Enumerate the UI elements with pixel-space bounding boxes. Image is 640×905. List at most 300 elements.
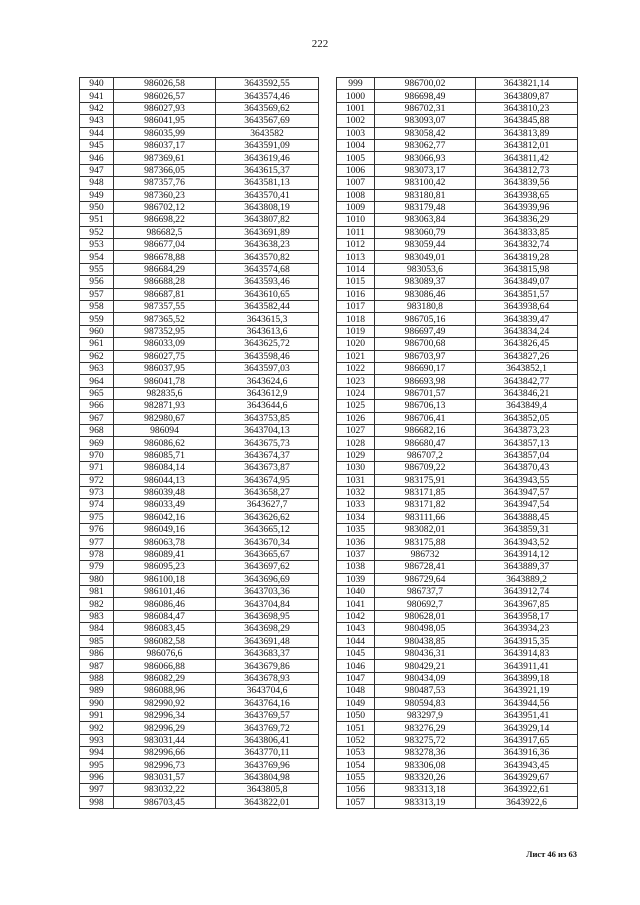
y-coordinate-cell: 3643574,68 <box>216 263 319 275</box>
table-row <box>337 78 578 90</box>
table-row <box>337 90 578 102</box>
x-coordinate-cell: 983180,8 <box>375 301 476 313</box>
table-row <box>337 784 578 796</box>
point-number-cell: 1052 <box>337 734 375 746</box>
x-coordinate-cell: 986026,58 <box>114 78 216 90</box>
y-coordinate-cell: 3643929,14 <box>476 722 578 734</box>
x-coordinate-cell: 986698,22 <box>114 214 216 226</box>
point-number-cell: 1038 <box>337 561 375 573</box>
x-coordinate-cell: 983171,82 <box>375 499 476 511</box>
x-coordinate-cell: 986701,57 <box>375 387 476 399</box>
table-row <box>337 796 578 808</box>
y-coordinate-cell: 3643839,47 <box>476 313 578 325</box>
y-coordinate-cell: 3643857,13 <box>476 437 578 449</box>
point-number-cell: 1037 <box>337 548 375 560</box>
x-coordinate-cell: 983059,44 <box>375 239 476 251</box>
y-coordinate-cell: 3643753,85 <box>216 412 319 424</box>
point-number-cell: 981 <box>80 586 114 598</box>
y-coordinate-cell: 3643665,12 <box>216 524 319 536</box>
x-coordinate-cell: 986041,95 <box>114 115 216 127</box>
y-coordinate-cell: 3643570,82 <box>216 251 319 263</box>
point-number-cell: 1035 <box>337 524 375 536</box>
table-row <box>80 610 319 622</box>
point-number-cell: 947 <box>80 164 114 176</box>
point-number-cell: 1005 <box>337 152 375 164</box>
point-number-cell: 969 <box>80 437 114 449</box>
y-coordinate-cell: 3643691,48 <box>216 635 319 647</box>
x-coordinate-cell: 986066,88 <box>114 660 216 672</box>
table-row <box>80 338 319 350</box>
x-coordinate-cell: 983049,01 <box>375 251 476 263</box>
table-row <box>337 511 578 523</box>
point-number-cell: 953 <box>80 239 114 251</box>
point-number-cell: 1026 <box>337 412 375 424</box>
x-coordinate-cell: 986684,29 <box>114 263 216 275</box>
x-coordinate-cell: 986033,49 <box>114 499 216 511</box>
y-coordinate-cell: 3643821,14 <box>476 78 578 90</box>
y-coordinate-cell: 3643938,65 <box>476 189 578 201</box>
x-coordinate-cell: 986088,96 <box>114 685 216 697</box>
point-number-cell: 968 <box>80 424 114 436</box>
x-coordinate-cell: 983073,17 <box>375 164 476 176</box>
x-coordinate-cell: 983175,88 <box>375 536 476 548</box>
y-coordinate-cell: 3643857,04 <box>476 449 578 461</box>
table-row <box>80 350 319 362</box>
table-row <box>337 362 578 374</box>
point-number-cell: 951 <box>80 214 114 226</box>
table-row <box>337 635 578 647</box>
table-row <box>337 536 578 548</box>
table-row <box>337 127 578 139</box>
y-coordinate-cell: 3643597,03 <box>216 362 319 374</box>
y-coordinate-cell: 3643704,84 <box>216 598 319 610</box>
table-row <box>80 573 319 585</box>
point-number-cell: 941 <box>80 90 114 102</box>
point-number-cell: 1012 <box>337 239 375 251</box>
y-coordinate-cell: 3643658,27 <box>216 486 319 498</box>
table-row <box>337 499 578 511</box>
point-number-cell: 996 <box>80 771 114 783</box>
y-coordinate-cell: 3643842,77 <box>476 375 578 387</box>
point-number-cell: 978 <box>80 548 114 560</box>
point-number-cell: 986 <box>80 647 114 659</box>
table-row <box>337 201 578 213</box>
table-row <box>337 152 578 164</box>
x-coordinate-cell: 986026,57 <box>114 90 216 102</box>
point-number-cell: 995 <box>80 759 114 771</box>
point-number-cell: 985 <box>80 635 114 647</box>
point-number-cell: 1011 <box>337 226 375 238</box>
table-row <box>80 747 319 759</box>
point-number-cell: 958 <box>80 301 114 313</box>
x-coordinate-cell: 986677,04 <box>114 239 216 251</box>
y-coordinate-cell: 3643769,72 <box>216 722 319 734</box>
y-coordinate-cell: 3643958,17 <box>476 610 578 622</box>
point-number-cell: 949 <box>80 189 114 201</box>
point-number-cell: 1048 <box>337 685 375 697</box>
table-row <box>80 586 319 598</box>
point-number-cell: 955 <box>80 263 114 275</box>
point-number-cell: 960 <box>80 325 114 337</box>
x-coordinate-cell: 982996,34 <box>114 709 216 721</box>
table-row <box>80 177 319 189</box>
x-coordinate-cell: 983063,84 <box>375 214 476 226</box>
y-coordinate-cell: 3643615,3 <box>216 313 319 325</box>
table-row <box>80 424 319 436</box>
point-number-cell: 999 <box>337 78 375 90</box>
point-number-cell: 954 <box>80 251 114 263</box>
point-number-cell: 1032 <box>337 486 375 498</box>
point-number-cell: 1027 <box>337 424 375 436</box>
y-coordinate-cell: 3643832,74 <box>476 239 578 251</box>
table-row <box>337 561 578 573</box>
point-number-cell: 946 <box>80 152 114 164</box>
x-coordinate-cell: 986687,81 <box>114 288 216 300</box>
x-coordinate-cell: 986035,99 <box>114 127 216 139</box>
sheet-label: Лист 46 из 63 <box>526 849 577 859</box>
y-coordinate-cell: 3643569,62 <box>216 102 319 114</box>
x-coordinate-cell: 983089,37 <box>375 276 476 288</box>
table-row <box>80 784 319 796</box>
y-coordinate-cell: 3643644,6 <box>216 400 319 412</box>
table-row <box>337 251 578 263</box>
y-coordinate-cell: 3643691,89 <box>216 226 319 238</box>
x-coordinate-cell: 980692,7 <box>375 598 476 610</box>
y-coordinate-cell: 3643770,11 <box>216 747 319 759</box>
point-number-cell: 1008 <box>337 189 375 201</box>
y-coordinate-cell: 3643619,46 <box>216 152 319 164</box>
y-coordinate-cell: 3643914,83 <box>476 647 578 659</box>
x-coordinate-cell: 986682,5 <box>114 226 216 238</box>
x-coordinate-cell: 980436,31 <box>375 647 476 659</box>
table-row <box>80 201 319 213</box>
y-coordinate-cell: 3643675,73 <box>216 437 319 449</box>
point-number-cell: 1030 <box>337 462 375 474</box>
x-coordinate-cell: 987357,76 <box>114 177 216 189</box>
y-coordinate-cell: 3643914,12 <box>476 548 578 560</box>
point-number-cell: 998 <box>80 796 114 808</box>
x-coordinate-cell: 983086,46 <box>375 288 476 300</box>
table-row <box>337 573 578 585</box>
point-number-cell: 994 <box>80 747 114 759</box>
point-number-cell: 1043 <box>337 623 375 635</box>
x-coordinate-cell: 983180,81 <box>375 189 476 201</box>
x-coordinate-cell: 983031,44 <box>114 734 216 746</box>
y-coordinate-cell: 3643899,18 <box>476 672 578 684</box>
x-coordinate-cell: 986084,14 <box>114 462 216 474</box>
y-coordinate-cell: 3643888,45 <box>476 511 578 523</box>
point-number-cell: 1049 <box>337 697 375 709</box>
y-coordinate-cell: 3643812,73 <box>476 164 578 176</box>
point-number-cell: 1044 <box>337 635 375 647</box>
point-number-cell: 980 <box>80 573 114 585</box>
table-row <box>337 610 578 622</box>
x-coordinate-cell: 982835,6 <box>114 387 216 399</box>
point-number-cell: 948 <box>80 177 114 189</box>
x-coordinate-cell: 986094 <box>114 424 216 436</box>
point-number-cell: 967 <box>80 412 114 424</box>
table-row <box>80 449 319 461</box>
x-coordinate-cell: 986041,78 <box>114 375 216 387</box>
table-row <box>337 375 578 387</box>
table-row <box>337 486 578 498</box>
point-number-cell: 962 <box>80 350 114 362</box>
y-coordinate-cell: 3643827,26 <box>476 350 578 362</box>
x-coordinate-cell: 986705,16 <box>375 313 476 325</box>
x-coordinate-cell: 987352,95 <box>114 325 216 337</box>
y-coordinate-cell: 3643813,89 <box>476 127 578 139</box>
table-row <box>80 796 319 808</box>
y-coordinate-cell: 3643567,69 <box>216 115 319 127</box>
x-coordinate-cell: 986700,68 <box>375 338 476 350</box>
x-coordinate-cell: 983100,42 <box>375 177 476 189</box>
y-coordinate-cell: 3643851,57 <box>476 288 578 300</box>
x-coordinate-cell: 986728,41 <box>375 561 476 573</box>
y-coordinate-cell: 3643582 <box>216 127 319 139</box>
x-coordinate-cell: 983175,91 <box>375 474 476 486</box>
y-coordinate-cell: 3643939,96 <box>476 201 578 213</box>
point-number-cell: 965 <box>80 387 114 399</box>
x-coordinate-cell: 987369,61 <box>114 152 216 164</box>
point-number-cell: 1034 <box>337 511 375 523</box>
table-row <box>337 177 578 189</box>
point-number-cell: 992 <box>80 722 114 734</box>
y-coordinate-cell: 3643922,6 <box>476 796 578 808</box>
y-coordinate-cell: 3643807,82 <box>216 214 319 226</box>
y-coordinate-cell: 3643836,29 <box>476 214 578 226</box>
y-coordinate-cell: 3643665,67 <box>216 548 319 560</box>
x-coordinate-cell: 980429,21 <box>375 660 476 672</box>
point-number-cell: 1053 <box>337 747 375 759</box>
y-coordinate-cell: 3643612,9 <box>216 387 319 399</box>
y-coordinate-cell: 3643822,01 <box>216 796 319 808</box>
table-row <box>337 239 578 251</box>
table-row <box>337 325 578 337</box>
x-coordinate-cell: 983058,42 <box>375 127 476 139</box>
y-coordinate-cell: 3643834,24 <box>476 325 578 337</box>
x-coordinate-cell: 987357,55 <box>114 301 216 313</box>
y-coordinate-cell: 3643674,37 <box>216 449 319 461</box>
table-row <box>337 697 578 709</box>
point-number-cell: 974 <box>80 499 114 511</box>
point-number-cell: 970 <box>80 449 114 461</box>
y-coordinate-cell: 3643696,69 <box>216 573 319 585</box>
table-row <box>337 412 578 424</box>
point-number-cell: 1006 <box>337 164 375 176</box>
table-row <box>337 301 578 313</box>
table-row <box>80 102 319 114</box>
x-coordinate-cell: 986709,22 <box>375 462 476 474</box>
coordinates-table-right <box>336 77 578 809</box>
table-row <box>80 734 319 746</box>
x-coordinate-cell: 986082,29 <box>114 672 216 684</box>
table-row <box>80 288 319 300</box>
point-number-cell: 976 <box>80 524 114 536</box>
x-coordinate-cell: 983179,48 <box>375 201 476 213</box>
table-row <box>337 722 578 734</box>
y-coordinate-cell: 3643873,23 <box>476 424 578 436</box>
y-coordinate-cell: 3643805,8 <box>216 784 319 796</box>
point-number-cell: 983 <box>80 610 114 622</box>
table-row <box>80 709 319 721</box>
x-coordinate-cell: 986095,23 <box>114 561 216 573</box>
x-coordinate-cell: 986084,47 <box>114 610 216 622</box>
table-row <box>80 548 319 560</box>
table-row <box>80 387 319 399</box>
table-row <box>80 561 319 573</box>
x-coordinate-cell: 983032,22 <box>114 784 216 796</box>
y-coordinate-cell: 3643808,19 <box>216 201 319 213</box>
point-number-cell: 1013 <box>337 251 375 263</box>
y-coordinate-cell: 3643624,6 <box>216 375 319 387</box>
point-number-cell: 1025 <box>337 400 375 412</box>
y-coordinate-cell: 3643670,34 <box>216 536 319 548</box>
point-number-cell: 1036 <box>337 536 375 548</box>
y-coordinate-cell: 3643912,74 <box>476 586 578 598</box>
x-coordinate-cell: 986044,13 <box>114 474 216 486</box>
point-number-cell: 987 <box>80 660 114 672</box>
y-coordinate-cell: 3643698,95 <box>216 610 319 622</box>
x-coordinate-cell: 986037,95 <box>114 362 216 374</box>
point-number-cell: 988 <box>80 672 114 684</box>
y-coordinate-cell: 3643704,6 <box>216 685 319 697</box>
y-coordinate-cell: 3643938,64 <box>476 301 578 313</box>
table-row <box>80 276 319 288</box>
x-coordinate-cell: 983306,08 <box>375 759 476 771</box>
table-row <box>337 747 578 759</box>
x-coordinate-cell: 983275,72 <box>375 734 476 746</box>
x-coordinate-cell: 986680,47 <box>375 437 476 449</box>
x-coordinate-cell: 986703,97 <box>375 350 476 362</box>
x-coordinate-cell: 987366,05 <box>114 164 216 176</box>
y-coordinate-cell: 3643810,23 <box>476 102 578 114</box>
x-coordinate-cell: 986737,7 <box>375 586 476 598</box>
table-row <box>80 722 319 734</box>
x-coordinate-cell: 986690,17 <box>375 362 476 374</box>
y-coordinate-cell: 3643610,65 <box>216 288 319 300</box>
x-coordinate-cell: 986706,13 <box>375 400 476 412</box>
x-coordinate-cell: 983276,29 <box>375 722 476 734</box>
table-row <box>80 214 319 226</box>
y-coordinate-cell: 3643947,54 <box>476 499 578 511</box>
table-row <box>337 437 578 449</box>
point-number-cell: 993 <box>80 734 114 746</box>
y-coordinate-cell: 3643764,16 <box>216 697 319 709</box>
y-coordinate-cell: 3643697,62 <box>216 561 319 573</box>
table-row <box>80 78 319 90</box>
point-number-cell: 944 <box>80 127 114 139</box>
point-number-cell: 952 <box>80 226 114 238</box>
y-coordinate-cell: 3643859,31 <box>476 524 578 536</box>
point-number-cell: 1041 <box>337 598 375 610</box>
x-coordinate-cell: 986027,75 <box>114 350 216 362</box>
point-number-cell: 1051 <box>337 722 375 734</box>
x-coordinate-cell: 986682,16 <box>375 424 476 436</box>
table-row <box>80 635 319 647</box>
y-coordinate-cell: 3643683,37 <box>216 647 319 659</box>
point-number-cell: 1031 <box>337 474 375 486</box>
y-coordinate-cell: 3643674,95 <box>216 474 319 486</box>
point-number-cell: 1007 <box>337 177 375 189</box>
table-row <box>80 499 319 511</box>
y-coordinate-cell: 3643852,05 <box>476 412 578 424</box>
point-number-cell: 984 <box>80 623 114 635</box>
table-row <box>80 536 319 548</box>
x-coordinate-cell: 986083,45 <box>114 623 216 635</box>
x-coordinate-cell: 983053,6 <box>375 263 476 275</box>
x-coordinate-cell: 986086,46 <box>114 598 216 610</box>
y-coordinate-cell: 3643911,41 <box>476 660 578 672</box>
point-number-cell: 1019 <box>337 325 375 337</box>
x-coordinate-cell: 980498,05 <box>375 623 476 635</box>
y-coordinate-cell: 3643934,23 <box>476 623 578 635</box>
table-row <box>80 139 319 151</box>
y-coordinate-cell: 3643582,44 <box>216 301 319 313</box>
point-number-cell: 1022 <box>337 362 375 374</box>
table-row <box>337 474 578 486</box>
x-coordinate-cell: 980487,53 <box>375 685 476 697</box>
table-row <box>80 400 319 412</box>
x-coordinate-cell: 986039,48 <box>114 486 216 498</box>
x-coordinate-cell: 986076,6 <box>114 647 216 659</box>
point-number-cell: 1001 <box>337 102 375 114</box>
point-number-cell: 961 <box>80 338 114 350</box>
y-coordinate-cell: 3643967,85 <box>476 598 578 610</box>
table-row <box>80 511 319 523</box>
point-number-cell: 1002 <box>337 115 375 127</box>
x-coordinate-cell: 986732 <box>375 548 476 560</box>
x-coordinate-cell: 983082,01 <box>375 524 476 536</box>
y-coordinate-cell: 3643839,56 <box>476 177 578 189</box>
table-row <box>337 598 578 610</box>
y-coordinate-cell: 3643673,87 <box>216 462 319 474</box>
table-row <box>337 313 578 325</box>
table-row <box>80 375 319 387</box>
table-row <box>337 771 578 783</box>
point-number-cell: 1009 <box>337 201 375 213</box>
point-number-cell: 971 <box>80 462 114 474</box>
table-row <box>80 412 319 424</box>
y-coordinate-cell: 3643826,45 <box>476 338 578 350</box>
table-row <box>80 189 319 201</box>
table-row <box>337 102 578 114</box>
y-coordinate-cell: 3643852,1 <box>476 362 578 374</box>
x-coordinate-cell: 983313,18 <box>375 784 476 796</box>
table-row <box>80 251 319 263</box>
table-row <box>337 400 578 412</box>
table-row <box>80 127 319 139</box>
point-number-cell: 982 <box>80 598 114 610</box>
x-coordinate-cell: 983111,66 <box>375 511 476 523</box>
x-coordinate-cell: 987365,52 <box>114 313 216 325</box>
y-coordinate-cell: 3643929,67 <box>476 771 578 783</box>
x-coordinate-cell: 983278,36 <box>375 747 476 759</box>
point-number-cell: 972 <box>80 474 114 486</box>
y-coordinate-cell: 3643889,37 <box>476 561 578 573</box>
x-coordinate-cell: 986698,49 <box>375 90 476 102</box>
table-row <box>337 139 578 151</box>
point-number-cell: 1050 <box>337 709 375 721</box>
y-coordinate-cell: 3643922,61 <box>476 784 578 796</box>
point-number-cell: 997 <box>80 784 114 796</box>
x-coordinate-cell: 983297,9 <box>375 709 476 721</box>
table-row <box>80 598 319 610</box>
y-coordinate-cell: 3643698,29 <box>216 623 319 635</box>
point-number-cell: 942 <box>80 102 114 114</box>
x-coordinate-cell: 986697,49 <box>375 325 476 337</box>
y-coordinate-cell: 3643615,37 <box>216 164 319 176</box>
table-row <box>80 115 319 127</box>
